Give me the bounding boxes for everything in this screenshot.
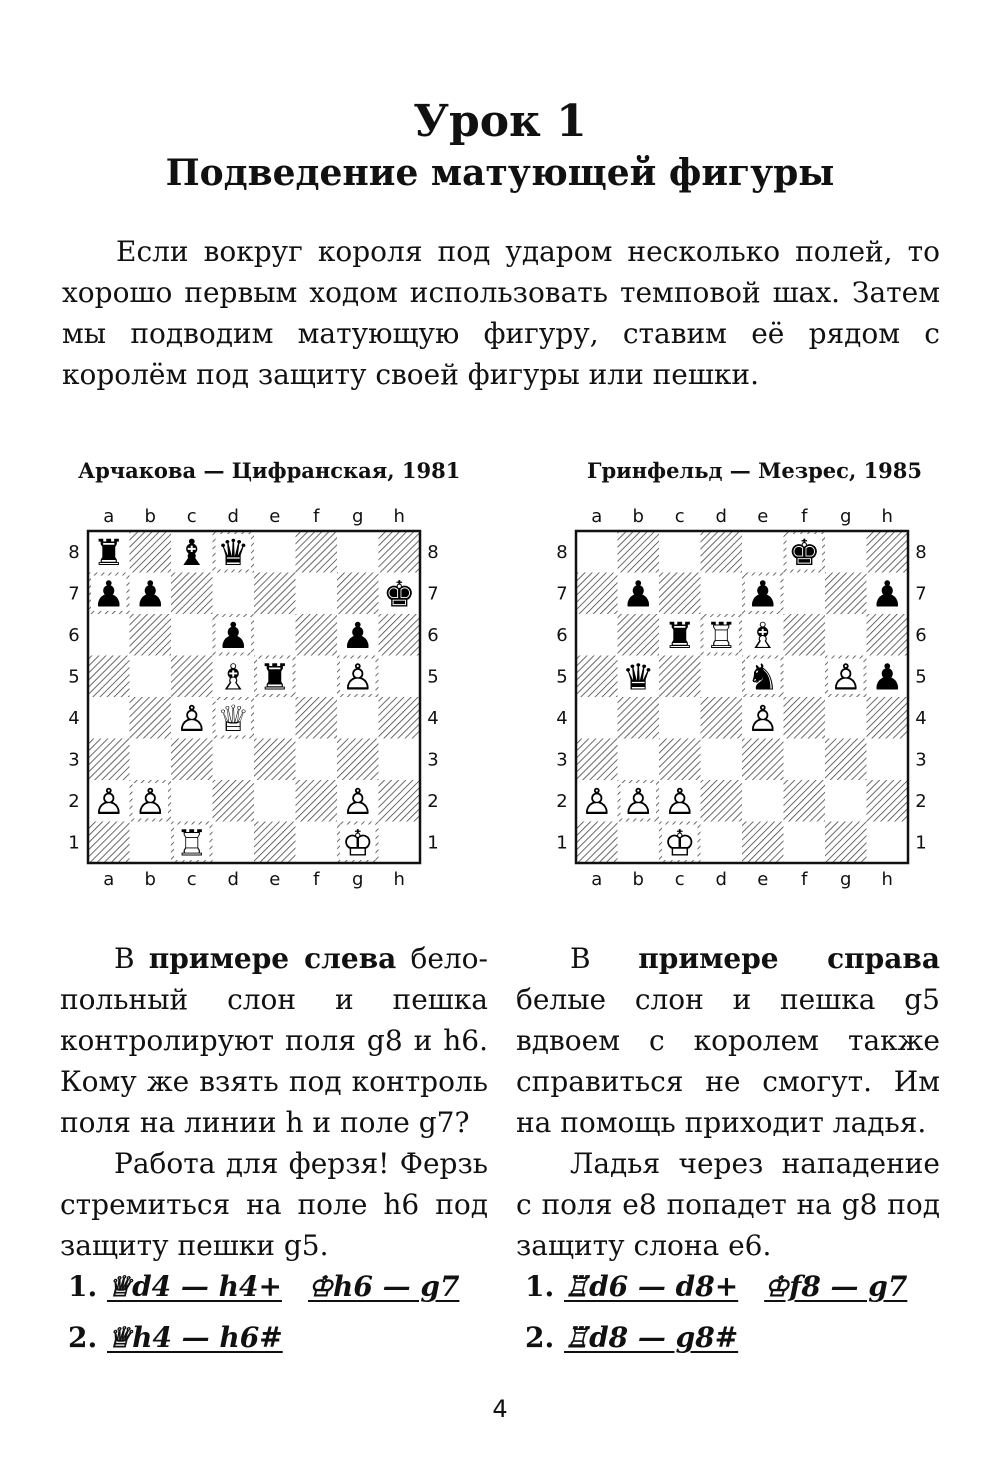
file-label: g (840, 869, 852, 890)
white-move: ♕d4 — h4+ (106, 1270, 282, 1303)
rank-label: 6 (68, 624, 80, 646)
rank-label: 1 (427, 832, 439, 854)
black-rook-icon: ♜ (663, 615, 696, 657)
rank-label: 4 (915, 707, 927, 729)
file-label: h (393, 869, 405, 890)
light-square (659, 697, 701, 739)
left-p1-post: бело-польный слон и пешка контролируют поля g8 и h6. Кому же взять под контроль поля на линии h и поле g7? (60, 942, 488, 1139)
dark-square (296, 780, 338, 822)
dark-square (867, 614, 909, 656)
black-pawn-icon: ♟ (622, 574, 655, 616)
file-label: d (227, 506, 239, 527)
diagram-caption-left: Арчакова — Цифранская, 1981 (78, 458, 461, 483)
white-pawn-icon: ♙ (341, 657, 374, 699)
dark-square (701, 697, 743, 739)
dark-square (867, 531, 909, 573)
white-move: ♖d8 — g8# (563, 1321, 739, 1354)
dark-square (659, 573, 701, 615)
dark-square (88, 739, 130, 781)
light-square (784, 822, 826, 864)
dark-square (701, 531, 743, 573)
file-label: a (591, 869, 603, 890)
left-paragraph-1 (60, 938, 488, 1143)
dark-square (701, 780, 743, 822)
white-pawn-icon: ♙ (175, 698, 208, 740)
light-square (296, 656, 338, 698)
dark-square (659, 656, 701, 698)
light-square (867, 822, 909, 864)
move-line-left-2 (68, 1321, 283, 1354)
file-label: b (632, 506, 644, 527)
light-square (130, 822, 172, 864)
black-rook-icon: ♜ (92, 532, 125, 574)
white-pawn-icon: ♙ (580, 781, 613, 823)
dark-square (618, 531, 660, 573)
white-pawn-icon: ♙ (663, 781, 696, 823)
move-number: 1. (68, 1270, 98, 1303)
rank-label: 5 (68, 666, 80, 688)
black-knight-icon: ♞ (746, 657, 779, 699)
chess-board (60, 503, 450, 893)
file-label: c (674, 869, 685, 890)
dark-square (784, 614, 826, 656)
rank-label: 7 (915, 583, 927, 605)
chess-diagram-left (60, 503, 450, 897)
light-square (130, 739, 172, 781)
white-pawn-icon: ♙ (746, 698, 779, 740)
dark-square (576, 739, 618, 781)
dark-square (825, 573, 867, 615)
file-label: c (674, 506, 685, 527)
file-label: g (352, 506, 364, 527)
light-square (171, 780, 213, 822)
black-queen-icon: ♛ (217, 532, 250, 574)
dark-square (296, 697, 338, 739)
lesson-title: Урок 1 (413, 96, 587, 147)
rank-label: 7 (556, 583, 568, 605)
intro-text (62, 231, 940, 395)
file-label: b (144, 506, 156, 527)
light-square (379, 739, 421, 781)
rank-label: 1 (68, 832, 80, 854)
rank-label: 8 (915, 541, 927, 563)
light-square (88, 614, 130, 656)
light-square (296, 739, 338, 781)
rank-label: 2 (915, 790, 927, 812)
white-pawn-icon: ♙ (134, 781, 167, 823)
light-square (825, 697, 867, 739)
dark-square (867, 697, 909, 739)
light-square (784, 739, 826, 781)
lesson-subtitle: Подведение матующей фигуры (165, 152, 835, 194)
file-label: h (881, 506, 893, 527)
black-pawn-icon: ♟ (134, 574, 167, 616)
light-square (618, 739, 660, 781)
black-pawn-icon: ♟ (341, 615, 374, 657)
rank-label: 6 (427, 624, 439, 646)
rank-label: 4 (556, 707, 568, 729)
black-pawn-icon: ♟ (217, 615, 250, 657)
rank-label: 4 (68, 707, 80, 729)
file-label: h (393, 506, 405, 527)
file-label: c (186, 506, 197, 527)
rank-label: 3 (427, 749, 439, 771)
light-square (701, 656, 743, 698)
dark-square (379, 780, 421, 822)
light-square (825, 531, 867, 573)
light-square (379, 822, 421, 864)
light-square (337, 697, 379, 739)
white-pawn-icon: ♙ (622, 781, 655, 823)
left-p1-bold: примере слева (148, 942, 397, 975)
right-p1-bold: примере справа (638, 942, 940, 975)
file-label: g (840, 506, 852, 527)
white-bishop-icon: ♗ (746, 615, 779, 657)
white-king-icon: ♔ (663, 823, 696, 865)
light-square (701, 573, 743, 615)
white-pawn-icon: ♙ (341, 781, 374, 823)
light-square (825, 614, 867, 656)
light-square (867, 739, 909, 781)
rank-label: 5 (556, 666, 568, 688)
rank-label: 3 (915, 749, 927, 771)
light-square (88, 697, 130, 739)
move-number: 2. (68, 1321, 98, 1354)
file-label: g (352, 869, 364, 890)
light-square (701, 739, 743, 781)
rank-label: 6 (556, 624, 568, 646)
light-square (576, 614, 618, 656)
dark-square (867, 780, 909, 822)
dark-square (825, 739, 867, 781)
dark-square (171, 573, 213, 615)
dark-square (379, 697, 421, 739)
file-label: d (227, 869, 239, 890)
rank-label: 8 (427, 541, 439, 563)
rank-label: 5 (427, 666, 439, 688)
dark-square (130, 614, 172, 656)
black-pawn-icon: ♟ (871, 574, 904, 616)
page-number: 4 (492, 1395, 508, 1423)
rank-label: 7 (427, 583, 439, 605)
file-label: d (715, 869, 727, 890)
light-square (171, 614, 213, 656)
file-label: b (144, 869, 156, 890)
light-square (742, 780, 784, 822)
move-line-right-1 (525, 1270, 907, 1303)
dark-square (659, 739, 701, 781)
white-rook-icon: ♖ (175, 823, 208, 865)
light-square (784, 656, 826, 698)
dark-square (296, 614, 338, 656)
dark-square (784, 697, 826, 739)
rank-label: 4 (427, 707, 439, 729)
light-square (701, 822, 743, 864)
file-label: a (103, 506, 115, 527)
rank-label: 2 (68, 790, 80, 812)
rank-label: 6 (915, 624, 927, 646)
light-square (659, 531, 701, 573)
dark-square (576, 573, 618, 615)
dark-square (213, 780, 255, 822)
file-label: b (632, 869, 644, 890)
light-square (130, 656, 172, 698)
dark-square (130, 531, 172, 573)
dark-square (171, 656, 213, 698)
dark-square (618, 614, 660, 656)
light-square (296, 573, 338, 615)
right-p1-pre: В (570, 942, 639, 975)
file-label: e (269, 506, 281, 527)
dark-square (254, 822, 296, 864)
rank-label: 8 (556, 541, 568, 563)
light-square (213, 739, 255, 781)
white-pawn-icon: ♙ (92, 781, 125, 823)
chess-diagram-right (548, 503, 938, 897)
file-label: h (881, 869, 893, 890)
light-square (254, 531, 296, 573)
black-bishop-icon: ♝ (175, 532, 208, 574)
chess-board (548, 503, 938, 893)
dark-square (337, 739, 379, 781)
dark-square (576, 822, 618, 864)
dark-square (825, 822, 867, 864)
file-label: f (801, 869, 808, 890)
dark-square (88, 822, 130, 864)
left-paragraph-2: Работа для ферзя! Ферзь стремиться на поле h6 под защиту пешки g5. (60, 1147, 488, 1262)
light-square (784, 573, 826, 615)
dark-square (742, 739, 784, 781)
file-label: e (269, 869, 281, 890)
file-label: e (757, 506, 769, 527)
white-rook-icon: ♖ (705, 615, 738, 657)
rank-label: 3 (68, 749, 80, 771)
dark-square (254, 573, 296, 615)
light-square (576, 531, 618, 573)
rank-label: 5 (915, 666, 927, 688)
black-rook-icon: ♜ (258, 657, 291, 699)
file-label: c (186, 869, 197, 890)
dark-square (254, 739, 296, 781)
white-king-icon: ♔ (341, 823, 374, 865)
rank-label: 1 (915, 832, 927, 854)
dark-square (130, 697, 172, 739)
light-square (618, 822, 660, 864)
light-square (254, 697, 296, 739)
light-square (825, 780, 867, 822)
right-paragraph-1 (516, 938, 940, 1143)
move-number: 2. (525, 1321, 555, 1354)
left-column-text (60, 938, 488, 1266)
left-p1-pre: В (114, 942, 149, 975)
white-queen-icon: ♕ (217, 698, 250, 740)
right-p1-post: белые слон и пешка g5 вдвоем с королем также справиться не смогут. Им на помощь приходит ладья. (516, 983, 940, 1139)
dark-square (784, 780, 826, 822)
rank-label: 2 (556, 790, 568, 812)
light-square (742, 531, 784, 573)
rank-label: 1 (556, 832, 568, 854)
white-move: ♕h4 — h6# (106, 1321, 283, 1354)
black-queen-icon: ♛ (622, 657, 655, 699)
file-label: f (801, 506, 808, 527)
light-square (213, 822, 255, 864)
light-square (254, 780, 296, 822)
white-pawn-icon: ♙ (829, 657, 862, 699)
dark-square (88, 656, 130, 698)
file-label: f (313, 869, 320, 890)
file-label: a (591, 506, 603, 527)
white-bishop-icon: ♗ (217, 657, 250, 699)
move-number: 1. (525, 1270, 555, 1303)
file-label: d (715, 506, 727, 527)
intro-paragraph: Если вокруг короля под ударом несколько полей, то хорошо первым ходом использовать темповой шах. Затем мы подводим матующую фигуру, ставим её рядом с королём под защиту своей фигуры или пешки. (62, 235, 940, 391)
light-square (379, 656, 421, 698)
right-paragraph-2: Ладья через нападение с поля е8 попадет на g8 под защиту слона е6. (516, 1147, 940, 1262)
light-square (576, 697, 618, 739)
black-king-icon: ♚ (788, 532, 821, 574)
file-label: f (313, 506, 320, 527)
rank-label: 7 (68, 583, 80, 605)
dark-square (379, 614, 421, 656)
file-label: a (103, 869, 115, 890)
black-pawn-icon: ♟ (92, 574, 125, 616)
light-square (254, 614, 296, 656)
rank-label: 3 (556, 749, 568, 771)
black-king-icon: ♚ (383, 574, 416, 616)
dark-square (742, 822, 784, 864)
diagram-caption-right: Гринфельд — Мезрес, 1985 (587, 458, 923, 483)
black-pawn-icon: ♟ (871, 657, 904, 699)
dark-square (171, 739, 213, 781)
black-pawn-icon: ♟ (746, 574, 779, 616)
rank-label: 8 (68, 541, 80, 563)
white-move: ♖d6 — d8+ (563, 1270, 739, 1303)
black-move: ♔h6 — g7 (307, 1270, 460, 1303)
right-column-text (516, 938, 940, 1266)
dark-square (618, 697, 660, 739)
light-square (296, 822, 338, 864)
dark-square (576, 656, 618, 698)
light-square (213, 573, 255, 615)
move-line-right-2 (525, 1321, 738, 1354)
dark-square (296, 531, 338, 573)
file-label: e (757, 869, 769, 890)
rank-label: 2 (427, 790, 439, 812)
dark-square (337, 573, 379, 615)
move-line-left-1 (68, 1270, 459, 1303)
light-square (337, 531, 379, 573)
black-move: ♔f8 — g7 (764, 1270, 908, 1303)
dark-square (379, 531, 421, 573)
